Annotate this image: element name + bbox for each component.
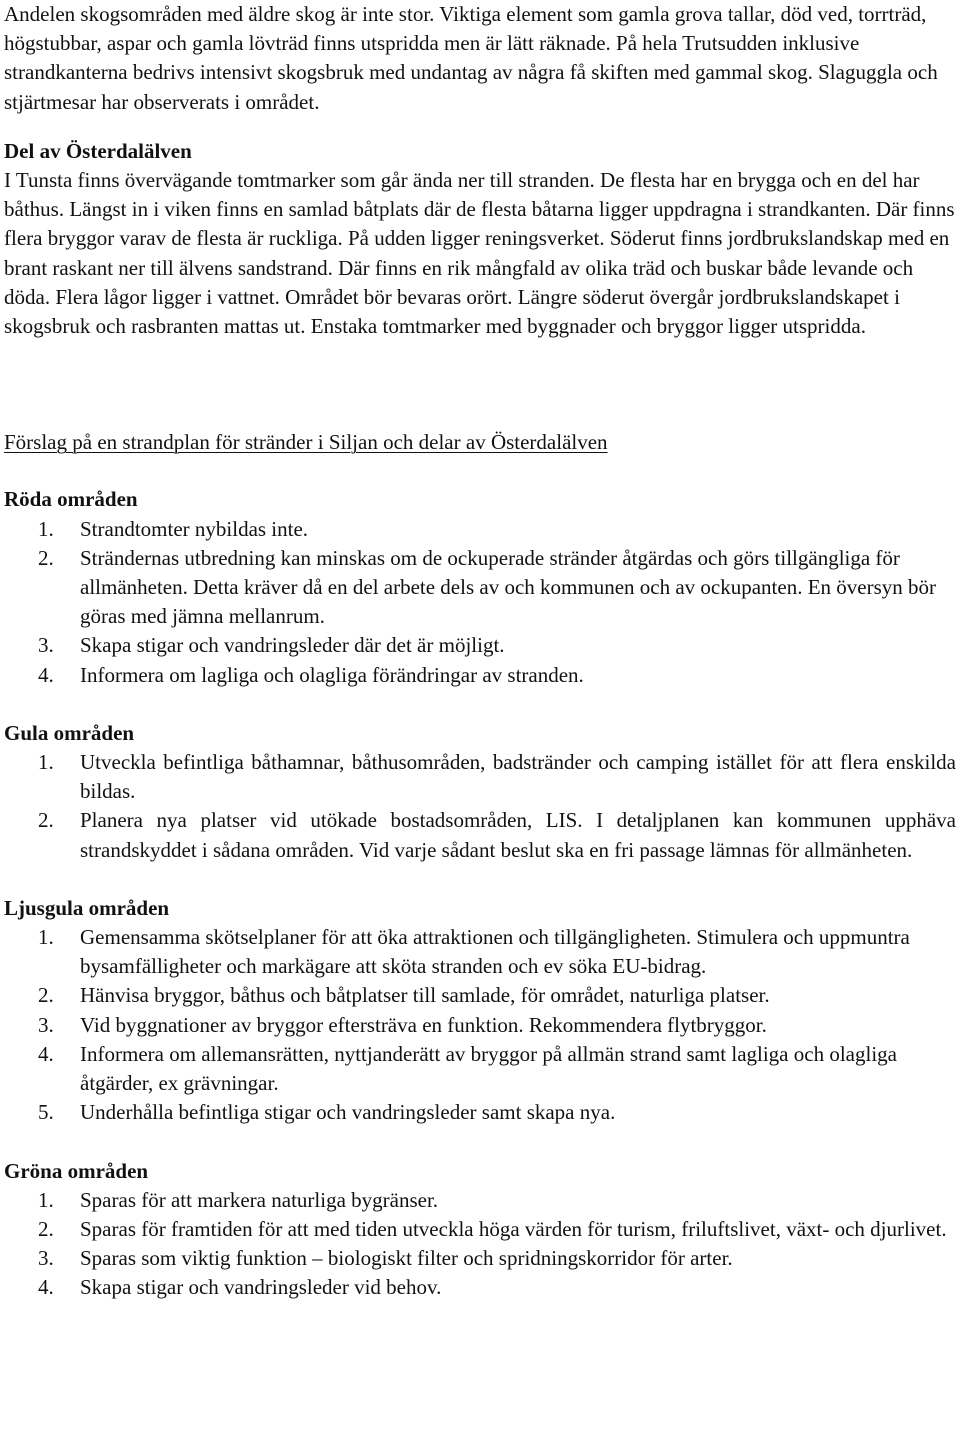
category-roda [4,485,956,689]
item-text: Gemensamma skötselplaner för att öka attraktionen och tillgängligheten. Stimulera och uppmuntra bysamfälligheter och markägare att sköta stranden och ev söka EU-bidrag. [80,925,910,979]
list-item [4,923,956,981]
item-text: Sparas för att markera naturliga bygränser. [80,1187,439,1212]
list-item [4,1273,956,1302]
item-number: 1. [38,750,54,775]
list-item [4,1098,956,1127]
list-item [4,1186,956,1215]
list-item [4,1040,956,1098]
list-item [4,748,956,806]
list-item [4,1244,956,1273]
item-number: 4. [38,1041,54,1066]
item-text: Skapa stigar och vandringsleder vid behov. [80,1275,442,1300]
list-item [4,661,956,690]
item-text: Vid byggnationer av bryggor eftersträva en funktion. Rekommendera flytbryggor. [80,1012,767,1037]
item-text: Skapa stigar och vandringsleder där det är möjligt. [80,633,505,658]
list-item [4,515,956,544]
item-text: Strandtomter nybildas inte. [80,516,309,541]
category-grona [4,1157,956,1303]
category-title-ljusgula: Ljusgula områden [4,895,170,920]
proposal-title: Förslag på en strandplan för stränder i Siljan och delar av Österdalälven [4,430,608,455]
item-number: 2. [38,808,54,833]
item-number: 3. [38,1012,54,1037]
item-number: 2. [38,983,54,1008]
item-text: Strändernas utbredning kan minskas om de ockuperade stränder åtgärdas och görs tillgängliga för allmänheten. Detta kräver då en del arbete dels av och kommunen och av ockupanten. En översyn bör göras med jämna mellanrum. [80,545,937,629]
item-text: Utveckla befintliga båthamnar, båthusområden, badstränder och camping istället för att flera enskilda bildas. [80,750,956,804]
item-number: 5. [38,1100,54,1125]
category-ljusgula [4,894,956,1128]
item-number: 3. [38,1246,54,1271]
list-item [4,1011,956,1040]
item-text: Informera om lagliga och olagliga förändringar av stranden. [80,662,584,687]
item-text: Hänvisa bryggor, båthus och båtplatser till samlade, för området, naturliga platser. [80,983,770,1008]
category-title-roda: Röda områden [4,487,138,512]
item-number: 1. [38,516,54,541]
list-item [4,1215,956,1244]
item-text: Informera om allemansrätten, nyttjanderätt av bryggor på allmän strand samt lagliga och olagliga åtgärder, ex grävningar. [80,1041,897,1096]
item-number: 4. [38,1275,54,1300]
item-text: Underhålla befintliga stigar och vandringsleder samt skapa nya. [80,1100,616,1125]
item-number: 1. [38,925,54,950]
section-paragraph: I Tunsta finns övervägande tomtmarker som går ända ner till stranden. De flesta har en brygga och en del har båthus. Längst in i viken finns en samlad båtplats där de flesta båtarna ligger uppdragna i strandkanten. Där finns flera bryggor varav de flesta är ruckliga. På udden ligger reningsverket. Söderut finns jordbrukslandskap med en brant raskant ner till älvens sandstrand. Där finns en rik mångfald av olika träd och buskar både levande och döda. Flera lågor ligger i vattnet. Området bör bevaras orört. Längre söderut övergår jordbrukslandskapet i skogsbruk och rasbranten mattas ut. Enstaka tomtmarker med byggnader och bryggor ligger utspridda. [4,168,955,339]
item-text: Sparas som viktig funktion – biologiskt filter och spridningskorridor för arter. [80,1246,733,1271]
list-item [4,544,956,632]
category-title-gula: Gula områden [4,720,135,745]
list-item [4,631,956,660]
list-roda [4,515,956,690]
section-heading: Del av Österdalälven [4,138,192,163]
list-gula [4,748,956,865]
list-ljusgula [4,923,956,1127]
document-page [4,0,956,1303]
item-text: Planera nya platser vid utökade bostadsområden, LIS. I detaljplanen kan kommunen upphäva strandskyddet i sådana områden. Vid varje sådant beslut ska en fri passage lämnas för allmänheten. [80,808,956,862]
item-number: 3. [38,633,54,658]
list-grona [4,1186,956,1303]
item-number: 2. [38,545,54,570]
item-number: 2. [38,1216,54,1241]
item-number: 1. [38,1187,54,1212]
item-text: Sparas för framtiden för att med tiden utveckla höga värden för turism, friluftslivet, växt- och djurlivet. [80,1216,947,1241]
item-number: 4. [38,662,54,687]
list-item [4,806,956,864]
category-gula [4,719,956,865]
list-item [4,981,956,1010]
category-title-grona: Gröna områden [4,1158,149,1183]
intro-paragraph: Andelen skogsområden med äldre skog är inte stor. Viktiga element som gamla grova tallar, död ved, torrträd, högstubbar, aspar och gamla lövträd finns utspridda men är lätt räknade. På hela Trutsudden inklusive strandkanterna bedrivs intensivt skogsbruk med undantag av några få skiften med gammal skog. Slaguggla och stjärtmesar har observerats i området. [4,2,938,114]
